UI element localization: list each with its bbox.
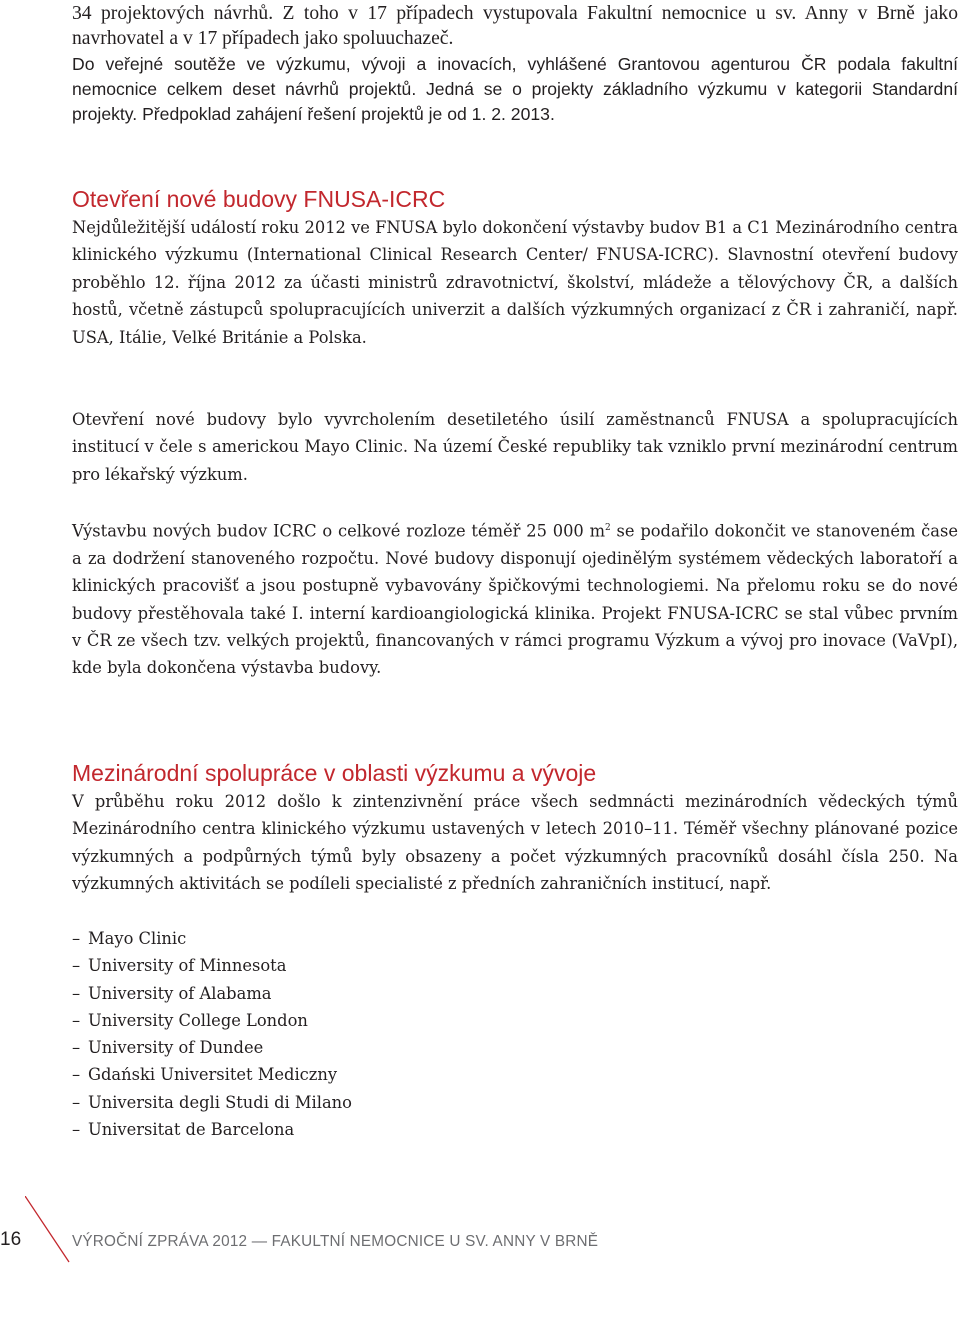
section-heading-new-building: Otevření nové budovy FNUSA-ICRC <box>72 186 446 212</box>
list-item: – University of Alabama <box>72 983 272 1003</box>
list-item: – Gdański Universitet Mediczny <box>72 1065 338 1085</box>
institutions-list <box>72 925 958 1143</box>
section1-paragraph-3-rest: se podařilo dokončit ve stanoveném čase a za dodržení stanoveného rozpočtu. Nové budovy disponují ojedinělým systémem vědeckých laboratoří a klinických pracovišť a jsou postupně vybavovány špičkovými technologiemi. Na přelomu roku se do nové budovy přestěhovala také I. interní kardioangiologická klinika. Projekt FNUSA-ICRC se stal vůbec prvním v ČR ze všech tzv. velkých projektů, financovaných v rámci programu Výzkum a vývoj pro inovace (VaVpI), kde byla dokončena výstavba budovy. <box>72 521 958 678</box>
section1-paragraph-1: Nejdůležitější událostí roku 2012 ve FNUSA bylo dokončení výstavby budov B1 a C1 Mezinárodního centra klinického výzkumu (International Clinical Research Center/ FNUSA-ICRC). Slavnostní otevření budovy proběhlo 12. října 2012 za účasti ministrů zdravotnictví, školství, mládeže a tělovýchovy ČR, a dalších hostů, včetně zástupců spolupracujících univerzit a dalších výzkumných organizací z ČR i zahraničí, např. USA, Itálie, Velké Británie a Polska. <box>72 218 958 347</box>
page-number: 16 <box>0 1229 22 1250</box>
section-heading-international-cooperation: Mezinárodní spolupráce v oblasti výzkumu a vývoje <box>72 760 597 786</box>
footer-diagonal-line <box>25 1196 75 1266</box>
page-footer <box>0 1196 960 1266</box>
list-item: – University College London <box>72 1010 308 1030</box>
list-item: – Mayo Clinic <box>72 929 187 948</box>
footer-title: VÝROČNÍ ZPRÁVA 2012 — FAKULTNÍ NEMOCNICE U SV. ANNY V BRNĚ <box>72 1233 599 1250</box>
list-item: – Universitat de Barcelona <box>72 1120 295 1140</box>
section2-paragraph: V průběhu roku 2012 došlo k zintenzivnění práce všech sedmnácti mezinárodních vědeckých týmů Mezinárodního centra klinického výzkumu ustavených v letech 2010–11. Téměř všechny plánované pozice výzkumných a podpůrných týmů byly obsazeny a počet výzkumných pracovníků dosáhl čísla 250. Na výzkumných aktivitách se podíleli specialisté z předních zahraničních institucí, např. <box>72 792 958 894</box>
list-item: – University of Minnesota <box>72 956 287 976</box>
section1-paragraph-3-start: Výstavbu nových budov ICRC o celkové rozloze téměř 25 000 m <box>72 521 606 541</box>
intro-sans-paragraph: Do veřejné soutěže ve výzkumu, vývoji a inovacích, vyhlášené Grantovou agenturou ČR podala fakultní nemocnice celkem deset návrhů projektů. Jedná se o projekty základního výzkumu v kategorii Standardní projekty. Předpoklad zahájení řešení projektů je od 1. 2. 2013. <box>72 53 958 125</box>
intro-serif-sentence: 34 projektových návrhů. Z toho v 17 případech vystupovala Fakultní nemocnice u sv. Anny v Brně jako navrhovatel a v 17 případech jako spoluuchazeč. <box>72 3 958 50</box>
section1-paragraph-2: Otevření nové budovy bylo vyvrcholením desetiletého úsilí zaměstnanců FNUSA a spolupracujících institucí v čele s americkou Mayo Clinic. Na území České republiky tak vzniklo první mezinárodní centrum pro lékařský výzkum. <box>72 410 958 484</box>
section1-paragraph-3 <box>72 515 958 682</box>
list-item: – University of Dundee <box>72 1038 264 1058</box>
list-item: – Universita degli Studi di Milano <box>72 1092 352 1112</box>
intro-text <box>72 1 958 127</box>
area-unit-superscript: 2 <box>605 523 611 533</box>
